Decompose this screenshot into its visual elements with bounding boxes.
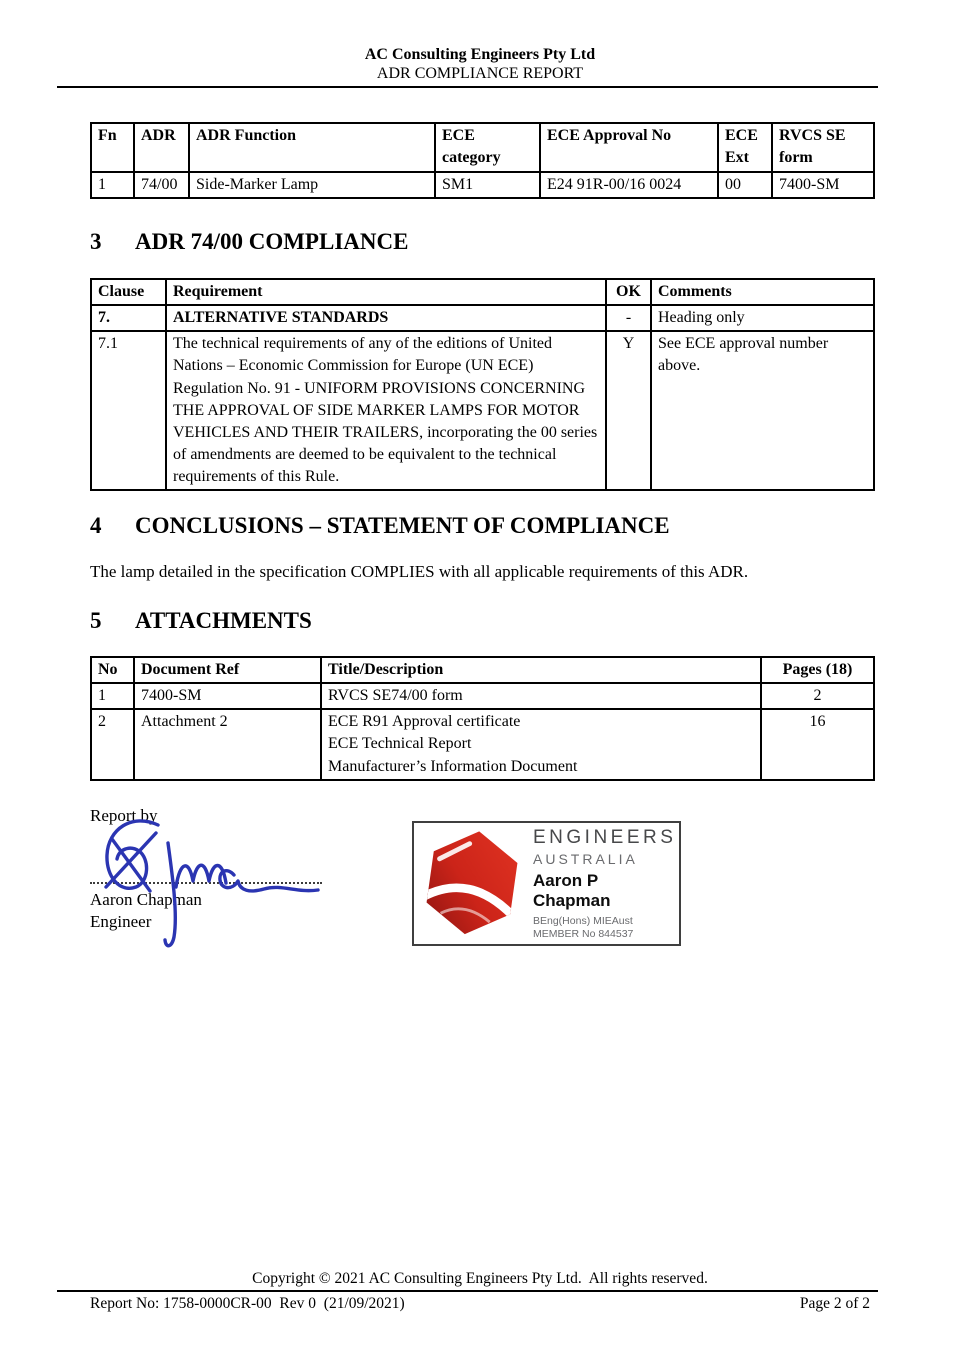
report-type: ADR COMPLIANCE REPORT [376,65,584,83]
col-header: ECE Approval No [540,123,718,171]
col-header: Document Ref [134,657,321,683]
cell-ece-category: SM1 [435,172,540,198]
section-number: 5 [90,607,102,633]
section-title: ATTACHMENTS [135,607,312,633]
cell-rvcs-form: 7400-SM [772,172,874,198]
col-header: Pages (18) [761,657,874,683]
col-header: Title/Description [321,657,761,683]
table-row [91,331,874,490]
cell-ok: Y [606,331,651,490]
page-number: Page 2 of 2 [799,1295,870,1313]
cell-no: 2 [91,709,134,779]
table-header-row [91,279,874,305]
cell-requirement: ALTERNATIVE STANDARDS [166,305,606,331]
page-header [0,0,960,88]
section-heading-attachments [90,607,873,635]
section-title: CONCLUSIONS – STATEMENT OF COMPLIANCE [135,512,670,538]
col-header: No [91,657,134,683]
table-row [91,683,874,709]
table-header-row [91,657,874,683]
compliance-table [90,278,875,491]
cell-pages: 16 [761,709,874,779]
engineers-australia-logo-icon [424,829,520,937]
cell-adr-function: Side-Marker Lamp [189,172,435,198]
col-header: ECE category [435,123,540,171]
company-name: AC Consulting Engineers Pty Ltd [364,46,596,63]
cell-fn: 1 [91,172,134,198]
col-header: ECE Ext [718,123,772,171]
footer-row [90,1295,870,1314]
report-number: Report No: 1758-0000CR-00 Rev 0 (21/09/2021) [90,1295,405,1313]
col-header: Clause [91,279,166,305]
header-rule [57,86,878,88]
section-number: 4 [90,512,102,538]
page-content [90,122,873,964]
adr-summary-table [90,122,875,198]
table-row [91,172,874,198]
section-heading-compliance [90,228,873,256]
cell-clause: 7.1 [91,331,166,490]
table-header-row [91,123,874,171]
cell-pages: 2 [761,683,874,709]
stamp-member-number: MEMBER No 844537 [533,927,634,940]
table-row [91,709,874,779]
cell-requirement: The technical requirements of any of the editions of United Nations – Economic Commission for Europe (UN ECE) Regulation No. 91 - UNIFORM PROVISIONS CONCERNING THE APPROVAL OF SIDE MARKER LAMPS FOR MOTOR VEHICLES AND THEIR TRAILERS, incorporating the 00 series of amendments are deemed to be equivalent to the technical requirements of this Rule. [166,331,606,490]
col-header: Fn [91,123,134,171]
cell-ece-ext: 00 [718,172,772,198]
cell-comments: Heading only [651,305,874,331]
col-header: Requirement [166,279,606,305]
signature-block [90,805,873,965]
col-header: RVCS SE form [772,123,874,171]
col-header: Comments [651,279,874,305]
title-line: ECE Technical Report [328,735,472,753]
section-number: 3 [90,228,102,254]
footer-rule [57,1290,878,1292]
section-heading-conclusions [90,512,873,540]
cell-document-ref: 7400-SM [134,683,321,709]
cell-document-ref: Attachment 2 [134,709,321,779]
cell-title: RVCS SE74/00 form [321,683,761,709]
signature-area [90,805,330,933]
cell-no: 1 [91,683,134,709]
signature-line [90,882,322,884]
cell-clause: 7. [91,305,166,331]
col-header: ADR [134,123,189,171]
cell-ok: - [606,305,651,331]
title-line: ECE R91 Approval certificate [328,713,521,731]
title-line: Manufacturer’s Information Document [328,757,578,775]
copyright-notice: Copyright © 2021 AC Consulting Engineers Pty Ltd. All rights reserved. [252,1269,708,1287]
col-header: ADR Function [189,123,435,171]
signatory-role: Engineer [90,911,152,931]
page-footer [0,1270,960,1314]
stamp-member-name: Aaron P Chapman [533,870,611,910]
cell-adr: 74/00 [134,172,189,198]
stamp-qualification: BEng(Hons) MIEAust [533,914,633,927]
cell-ece-approval: E24 91R-00/16 0024 [540,172,718,198]
stamp-text-block [533,827,676,940]
attachments-table [90,656,875,780]
cell-title [321,709,761,779]
table-row [91,305,874,331]
cell-comments: See ECE approval number above. [651,331,874,490]
conclusion-statement: The lamp detailed in the specification COMPLIES with all applicable requirements of this ADR. [90,561,749,581]
report-by-label: Report by [90,805,158,825]
signatory-name: Aaron Chapman [90,889,202,909]
col-header: OK [606,279,651,305]
stamp-org-line1: ENGINEERS [533,826,677,848]
engineers-australia-stamp [412,821,681,946]
section-title: ADR 74/00 COMPLIANCE [135,228,409,254]
stamp-org-line2: AUSTRALIA [533,850,638,867]
